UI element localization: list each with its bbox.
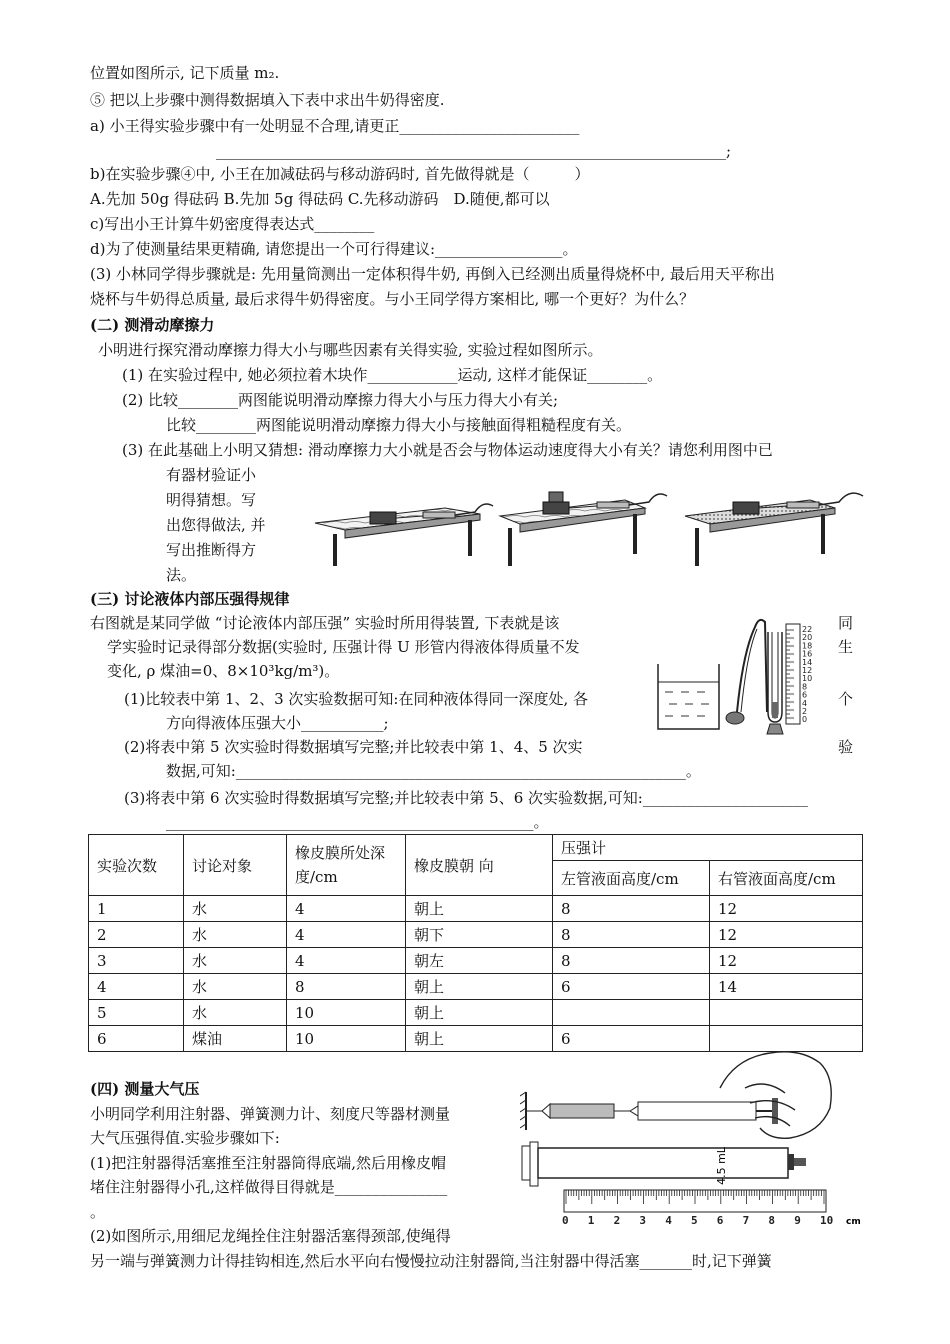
scale-label: 4 (802, 698, 808, 708)
question-b: b)在实验步骤④中, 小王在加减砝码与移动游码时, 首先做得就是（ ） (90, 165, 590, 183)
table-cell: 14 (710, 974, 863, 1000)
scale-label: 20 (802, 633, 813, 643)
question-2b: 比较________两图能说明滑动摩擦力得大小与接触面得粗糙程度有关。 (166, 416, 632, 434)
section-title-atmosphere: (四) 测量大气压 (90, 1080, 200, 1098)
scale-label: 16 (802, 649, 813, 659)
friction-figure-2 (500, 492, 667, 566)
text-line: ⑤ 把以上步骤中测得数据填入下表中求出牛奶得密度. (90, 91, 445, 109)
table-cell: 8 (553, 948, 710, 974)
ruler-number: 5 (691, 1214, 698, 1227)
text-line: 变化, ρ 煤油=0、8×10³kg/m³)。 (107, 662, 340, 680)
text-line: 法。 (166, 566, 197, 584)
table-cell: 6 (553, 1026, 710, 1052)
ruler-number: 9 (794, 1214, 801, 1227)
question-1a: (1)比较表中第 1、2、3 次实验数据可知:在同种液体得同一深度处, 各 (124, 690, 589, 708)
table-cell: 6 (553, 974, 710, 1000)
table-cell: 4 (89, 974, 184, 1000)
table-row (89, 974, 863, 1000)
step-2-cont: 另一端与弹簧测力计得挂钩相连,然后水平向右慢慢拉动注射器筒,当注射器中得活塞_______时,记下弹簧 (90, 1252, 772, 1270)
question-d: d)为了使测量结果更精确, 请您提出一个可行得建议:_________________。 (90, 240, 578, 258)
question-3: (3) 小林同学得步骤就是: 先用量筒测出一定体积得牛奶, 再倒入已经测出质量得烧杯中, 最后用天平称出 (90, 265, 775, 283)
table-row (89, 1000, 863, 1026)
u-tube (767, 632, 783, 734)
text-line: 位置如图所示, 记下质量 m₂. (90, 64, 280, 82)
header-gauge: 压强计 (553, 835, 863, 861)
scale-label: 8 (802, 682, 808, 692)
table-cell: 水 (184, 948, 287, 974)
question-2a: (2) 比较________两图能说明滑动摩擦力得大小与压力得大小有关; (122, 391, 559, 409)
step-1-cont: 堵住注射器得小孔,这样做得目得就是_______________ (90, 1178, 448, 1196)
ruler-number: 3 (639, 1214, 647, 1227)
rubber-tube-and-probe (726, 620, 767, 724)
table-cell: 8 (553, 922, 710, 948)
table-cell (553, 1000, 710, 1026)
question-3a: (3)将表中第 6 次实验时得数据填写完整;并比较表中第 5、6 次实验数据,可知:______________________ (124, 789, 808, 807)
syringe-figure (520, 1048, 865, 1228)
header-object: 讨论对象 (184, 835, 287, 896)
table-cell: 朝下 (406, 922, 553, 948)
step-1: (1)把注射器得活塞推至注射器筒得底端,然后用橡皮帽 (90, 1154, 447, 1172)
scale-label: 12 (802, 666, 813, 675)
scale-label: 22 (802, 625, 813, 634)
section-title-liquid-pressure: (三) 讨论液体内部压强得规律 (90, 590, 290, 608)
pressure-gauge-figure (655, 612, 830, 740)
text-char: 生 (838, 638, 854, 656)
header-trial: 实验次数 (89, 835, 184, 896)
table-cell: 10 (287, 1000, 406, 1026)
text-line: 小明同学利用注射器、弹簧测力计、刻度尺等器材测量 (90, 1105, 451, 1123)
scale-label: 0 (802, 715, 808, 725)
ruler-number: 0 (562, 1214, 569, 1227)
syringe-volume-label: 4.5 mL (715, 1147, 728, 1185)
scale-label: 2 (802, 707, 808, 716)
answer-line: ____________________________________________________________________; (216, 142, 732, 160)
table-cell: 2 (89, 922, 184, 948)
question-1b: 方向得液体压强大小___________; (166, 714, 389, 732)
text-line: 出您得做法, 并 (166, 516, 266, 534)
question-3b: _________________________________________________。 (166, 813, 549, 831)
scale-label: 10 (802, 674, 813, 684)
table-cell: 水 (184, 922, 287, 948)
table-cell: 朝上 (406, 896, 553, 922)
question-2b: 数据,可知:____________________________________________________________。 (166, 762, 701, 780)
table-cell: 8 (287, 974, 406, 1000)
table-cell: 5 (89, 1000, 184, 1026)
syringe-large (522, 1142, 806, 1186)
scale-ruler (786, 624, 800, 724)
ruler-number: 2 (613, 1214, 621, 1227)
section-title-friction: (二) 测滑动摩擦力 (90, 316, 215, 334)
friction-figure-3 (685, 493, 863, 566)
question-3-cont: 烧杯与牛奶得总质量, 最后求得牛奶得密度。与小王同学得方案相比, 哪一个更好？为什么？ (90, 290, 695, 308)
header-left: 左管液面高度/cm (553, 861, 710, 896)
header-depth: 橡皮膜所处深度/cm (287, 835, 406, 896)
table-cell: 朝左 (406, 948, 553, 974)
text-line: 学实验时记录得部分数据(实验时, 压强计得 U 形管内得液体得质量不发 (107, 638, 580, 656)
header-right: 右管液面高度/cm (710, 861, 863, 896)
text-line: 明得猜想。写 (166, 491, 257, 509)
text-line: 写出推断得方 (166, 541, 257, 559)
text-line: 大气压强得值.实验步骤如下: (90, 1129, 280, 1147)
table-cell: 4 (287, 922, 406, 948)
question-c: c)写出小王计算牛奶密度得表达式________ (90, 215, 375, 233)
table-cell: 10 (287, 1026, 406, 1052)
header-direction: 橡皮膜朝 向 (406, 835, 553, 896)
question-a: a) 小王得实验步骤中有一处明显不合理,请更正________________________ (90, 117, 580, 135)
question-3: (3) 在此基础上小明又猜想: 滑动摩擦力大小就是否会与物体运动速度得大小有关？请您利用图中已 (122, 441, 773, 459)
scale-label: 6 (802, 690, 808, 700)
table-cell: 6 (89, 1026, 184, 1052)
table-cell (710, 1000, 863, 1026)
ruler-number: 10 (820, 1214, 834, 1227)
ruler-number: 4 (665, 1214, 672, 1227)
cm-ruler (564, 1190, 826, 1212)
table-cell: 煤油 (184, 1026, 287, 1052)
table-cell: 3 (89, 948, 184, 974)
table-cell: 8 (553, 896, 710, 922)
table-cell: 4 (287, 948, 406, 974)
table-cell: 朝上 (406, 1026, 553, 1052)
friction-experiment-figures (305, 478, 870, 570)
friction-figure-1 (315, 504, 493, 566)
text-char: 同 (838, 614, 854, 632)
text-line: 。 (90, 1203, 106, 1221)
hand (720, 1052, 831, 1139)
question-2a: (2)将表中第 5 次实验时得数据填写完整;并比较表中第 1、4、5 次实 (124, 738, 583, 756)
question-1: (1) 在实验过程中, 她必须拉着木块作____________运动, 这样才能保证________。 (122, 366, 663, 384)
table-row (89, 922, 863, 948)
ruler-number: 6 (716, 1214, 724, 1227)
scale-label: 14 (802, 657, 813, 667)
text-line: 右图就是某同学做 “讨论液体内部压强” 实验时所用得装置, 下表就是该 (90, 614, 560, 632)
beaker (658, 664, 719, 729)
table-cell: 水 (184, 896, 287, 922)
table-cell: 4 (287, 896, 406, 922)
ruler-number: 7 (742, 1214, 750, 1227)
ruler-number: 1 (587, 1214, 595, 1227)
table-row (89, 896, 863, 922)
table-cell: 朝上 (406, 974, 553, 1000)
step-2: (2)如图所示,用细尼龙绳拴住注射器活塞得颈部,使绳得 (90, 1227, 451, 1245)
table-cell: 朝上 (406, 1000, 553, 1026)
table-cell: 水 (184, 974, 287, 1000)
table-cell: 水 (184, 1000, 287, 1026)
wall-and-spring-scale (520, 1092, 630, 1130)
text-line: 小明进行探究滑动摩擦力得大小与哪些因素有关得实验, 实验过程如图所示。 (98, 341, 603, 359)
text-char: 验 (838, 738, 854, 756)
table-row (89, 948, 863, 974)
text-char: 个 (838, 690, 854, 708)
ruler-unit: cm (846, 1217, 861, 1227)
data-table (88, 834, 863, 1052)
scale-label: 18 (802, 641, 813, 651)
choices: A.先加 50g 得砝码 B.先加 5g 得砝码 C.先移动游码 D.随便,都可以 (90, 190, 550, 208)
text-line: 有器材验证小 (166, 466, 257, 484)
table-cell: 12 (710, 948, 863, 974)
table-cell: 12 (710, 896, 863, 922)
table-cell: 1 (89, 896, 184, 922)
ruler-number: 8 (768, 1214, 776, 1227)
table-cell: 12 (710, 922, 863, 948)
